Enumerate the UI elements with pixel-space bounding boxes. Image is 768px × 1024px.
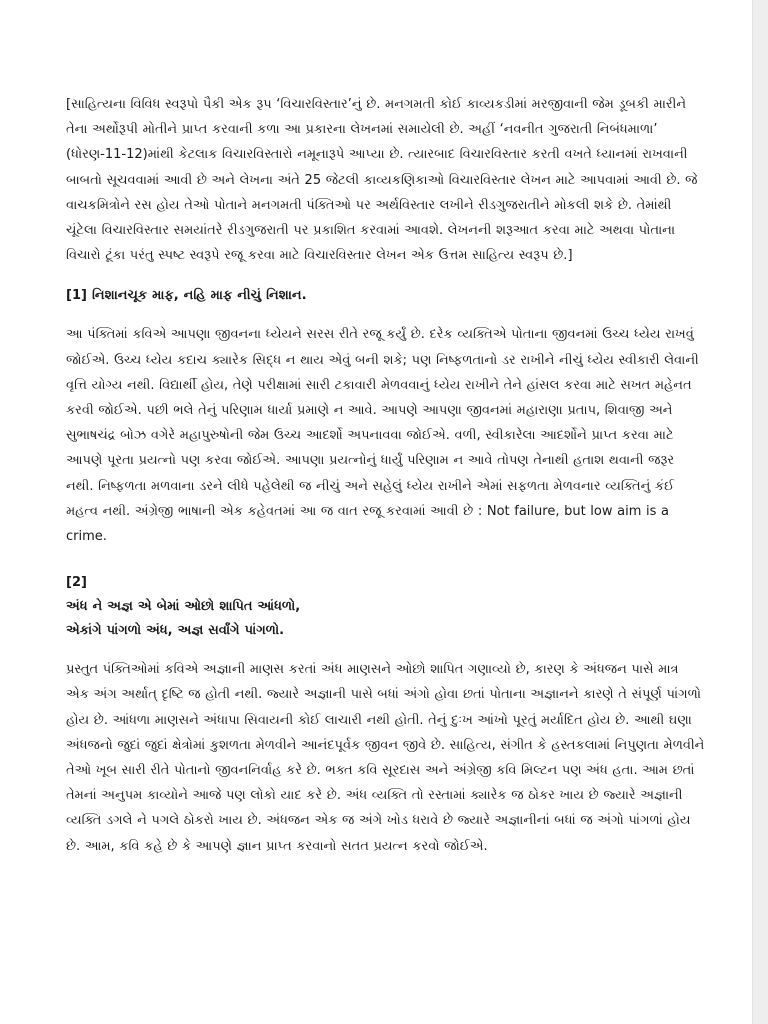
section-2-verse-line-1: અંધ ને અજ્ઞ એ બેમાં ઓછો શાપિત આંધળો, bbox=[66, 599, 301, 615]
section-2-verse bbox=[66, 571, 706, 643]
section-2-body: પ્રસ્તુત પંક્તિઓમાં કવિએ અજ્ઞાની માણસ કરતાં અંધ માણસને ઓછો શાપિત ગણાવ્યો છે, કારણ કે અંધજન પાસે માત્ર એક અંગ અર્થાત્ દૃષ્ટિ જ હોતી નથી. જ્યારે અજ્ઞાની પાસે બધાં અંગો હોવા છતાં પોતાના અજ્ઞાનને કારણે તે સંપૂર્ણ પાંગળો હોય છે. આંધળા માણસને અંધાપા સિવાયની કોઈ લાચારી નથી હોતી. તેનું દુઃખ આંખો પૂરતું મર્યાદિત હોય છે. આથી ઘણા અંધજનો જુદાં જુદાં ક્ષેત્રોમાં કુશળતા મેળવીને આનંદપૂર્વક જીવન જીવે છે. સાહિત્ય, સંગીત કે હસ્તકલામાં નિપુણતા મેળવીને તેઓ ખૂબ સારી રીતે પોતાનો જીવનનિર્વાહ કરે છે. ભક્ત કવિ સૂરદાસ અને અંગ્રેજી કવિ મિલ્ટન પણ અંધ હતા. આમ છતાં તેમનાં અનુપમ કાવ્યોને આજે પણ લોકો યાદ કરે છે. અંધ વ્યક્તિ તો રસ્તામાં ક્યારેક જ ઠોકર ખાય છે જ્યારે અજ્ઞાની વ્યક્તિ ડગલે ને પગલે ઠોકરો ખાય છે. અંધજન એક જ અંગે ખોડ ધરાવે છે જ્યારે અજ્ઞાનીનાં બધાં જ અંગો પાંગળાં હોય છે. આમ, કવિ કહે છે કે આપણે જ્ઞાન પ્રાપ્ત કરવાનો સતત પ્રયત્ન કરવો જોઈએ. bbox=[66, 662, 705, 854]
document-page bbox=[66, 92, 706, 859]
section-1-body: આ પંક્તિમાં કવિએ આપણા જીવનના ધ્યેયને સરસ રીતે રજૂ કર્યું છે. દરેક વ્યક્તિએ પોતાના જીવનમાં ઉચ્ચ ધ્યેય રાખવું જોઈએ. ઉચ્ચ ધ્યેય કદાચ ક્યારેક સિદ્ધ ન થાય એવું બની શકે; પણ નિષ્ફળતાનો ડર રાખીને નીચું ધ્યેય સ્વીકારી લેવાની વૃત્તિ યોગ્ય નથી. વિદ્યાર્થી હોય, તેણે પરીક્ષામાં સારી ટકાવારી મેળવવાનું ધ્યેય રાખીને તેને હાંસલ કરવા માટે સખત મહેનત કરવી જોઈએ. પછી ભલે તેનું પરિણામ ધાર્યા પ્રમાણે ન આવે. આપણે આપણા જીવનમાં મહારાણા પ્રતાપ, શિવાજી અને સુભાષચંદ્ર બોઝ વગેરે મહાપુરુષોની જેમ ઉચ્ચ આદર્શો અપનાવવા જોઈએ. વળી, સ્વીકારેલા આદર્શોને પ્રાપ્ત કરવા માટે આપણે પૂરતા પ્રયત્નો પણ કરવા જોઈએ. આપણા પ્રયત્નોનું ધાર્યું પરિણામ ન આવે તોપણ તેનાથી હતાશ થવાની જરૂર નથી. નિષ્ફળતા મળવાના ડરને લીધે પહેલેથી જ નીચું અને સહેલું ધ્યેય રાખીને એમાં સફળતા મેળવનાર વ્યક્તિનું કંઈ મહત્વ નથી. અંગ્રેજી ભાષાની એક કહેવતમાં આ જ વાત રજૂ કરવામાં આવી છે : Not failure, but low aim is a crime. bbox=[66, 327, 699, 545]
intro-paragraph: [સાહિત્યના વિવિધ સ્વરૂપો પૈકી એક રૂપ ‘વિચારવિસ્તાર’નું છે. મનગમતી કોઈ કાવ્યકડીમાં મરજીવાની જેમ ડૂબકી મારીને તેના અર્થોરૂપી મોતીને પ્રાપ્ત કરવાની કળા આ પ્રકારના લેખનમાં સમાયેલી છે. અહીં ‘નવનીત ગુજરાતી નિબંધમાળા’ (ધોરણ-11-12)માંથી કેટલાક વિચારવિસ્તારો નમૂનારૂપે આપ્યા છે. ત્યારબાદ વિચારવિસ્તાર કરતી વખતે ધ્યાનમાં રાખવાની બાબતો સૂચવવામાં આવી છે અને લેખના અંતે 25 જેટલી કાવ્યકણિકાઓ વિચારવિસ્તાર લેખન માટે આપવામાં આવી છે. જે વાચકમિત્રોને રસ હોય તેઓ પોતાને મનગમતી પંક્તિઓ પર અર્થવિસ્તાર લખીને રીડગુજરાતીને મોકલી શકે છે. તેમાંથી ચૂંટેલા વિચારવિસ્તાર સમયાંતરે રીડગુજરાતી પર પ્રકાશિત કરવામાં આવશે. લેખનની શરૂઆત કરવા માટે અથવા પોતાના વિચારો ટૂંકા પરંતુ સ્પષ્ટ સ્વરૂપે રજૂ કરવા માટે વિચારવિસ્તાર લેખન એક ઉત્તમ સાહિત્ય સ્વરૂપ છે.] bbox=[66, 97, 698, 264]
section-2-verse-line-2: એકાંગે પાંગળો અંધ, અજ્ઞ સર્વાંગે પાંગળો. bbox=[66, 623, 285, 639]
section-2-number: [2] bbox=[66, 575, 87, 591]
vertical-scrollbar[interactable] bbox=[752, 0, 768, 1024]
section-1-heading: [1] નિશાનચૂક માફ, નહિ માફ નીચું નિશાન. bbox=[66, 288, 307, 304]
